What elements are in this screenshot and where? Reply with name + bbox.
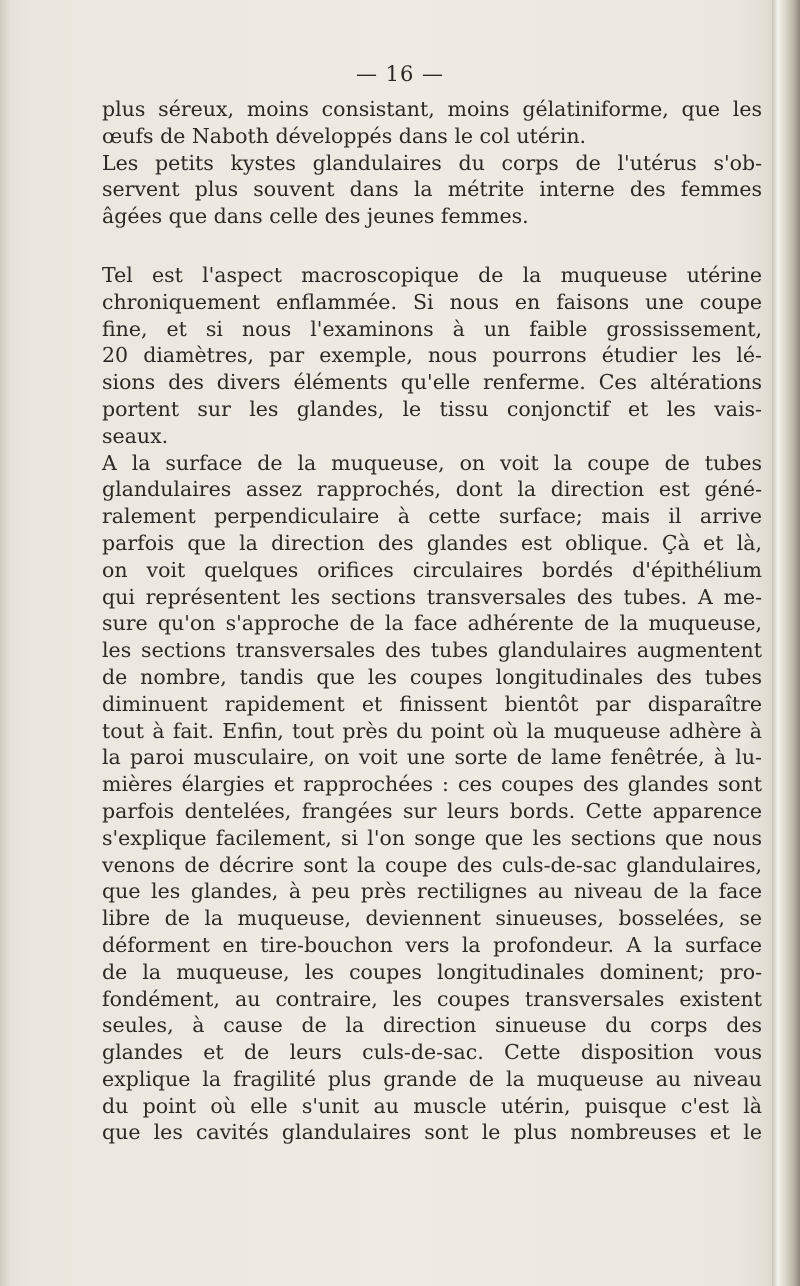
text-line: fine, et si nous l'examinons à un faible grossissement, — [102, 316, 762, 341]
text-line: A la surface de la muqueuse, on voit la coupe de tubes — [102, 450, 762, 475]
text-line: parfois dentelées, frangées sur leurs bords. Cette apparence — [102, 798, 762, 823]
text-line: mières élargies et rapprochées : ces coupes des glandes sont — [102, 772, 762, 797]
text-line: on voit quelques orifices circulaires bordés d'épithélium — [102, 557, 762, 582]
book-spine-edge — [772, 0, 800, 1286]
text-line: Tel est l'aspect macroscopique de la muqueuse utérine — [102, 262, 762, 287]
text-line: plus séreux, moins consistant, moins gélatiniforme, que les — [102, 97, 762, 121]
text-line: explique la fragilité plus grande de la muqueuse au niveau — [102, 1066, 762, 1091]
text-line: âgées que dans celle des jeunes femmes. — [102, 204, 529, 229]
text-line: sure qu'on s'approche de la face adhérente de la muqueuse, — [102, 611, 762, 636]
page-left-edge — [0, 0, 10, 1286]
text-line: fondément, au contraire, les coupes transversales existent — [102, 986, 762, 1011]
text-line: seules, à cause de la direction sinueuse du corps des — [102, 1013, 762, 1038]
paragraph — [102, 96, 762, 150]
paragraph — [102, 262, 762, 450]
text-line: ralement perpendiculaire à cette surface; mais il arrive — [102, 504, 762, 529]
paragraph — [102, 150, 762, 230]
text-line: du point où elle s'unit au muscle utérin, puisque c'est là — [102, 1093, 762, 1118]
paragraph — [102, 450, 762, 1147]
text-line: glandulaires assez rapprochés, dont la direction est géné- — [102, 477, 762, 502]
page-number: — 16 — — [355, 62, 445, 86]
text-line: de nombre, tandis que les coupes longitudinales des tubes — [102, 664, 762, 689]
text-line: diminuent rapidement et finissent bientôt par disparaître — [102, 691, 762, 716]
text-line: portent sur les glandes, le tissu conjonctif et les vais- — [102, 396, 762, 421]
text-line: œufs de Naboth développés dans le col utérin. — [102, 123, 587, 148]
text-line: 20 diamètres, par exemple, nous pourrons étudier les lé- — [102, 343, 762, 368]
text-line: la paroi musculaire, on voit une sorte de lame fenêtrée, à lu- — [102, 745, 762, 770]
text-line: tout à fait. Enfin, tout près du point où la muqueuse adhère à — [102, 718, 762, 743]
text-line: que les cavités glandulaires sont le plus nombreuses et le — [102, 1120, 762, 1145]
text-line: s'explique facilement, si l'on songe que les sections que nous — [102, 825, 762, 850]
text-line: servent plus souvent dans la métrite interne des femmes — [102, 177, 762, 202]
text-line: sions des divers éléments qu'elle renferme. Ces altérations — [102, 370, 762, 395]
text-line: chroniquement enflammée. Si nous en faisons une coupe — [102, 289, 762, 314]
text-line: que les glandes, à peu près rectilignes au niveau de la face — [102, 879, 762, 904]
text-line: glandes et de leurs culs-de-sac. Cette disposition vous — [102, 1040, 762, 1065]
text-line: de la muqueuse, les coupes longitudinales dominent; pro- — [102, 959, 762, 984]
text-line: Les petits kystes glandulaires du corps de l'utérus s'ob- — [102, 150, 762, 175]
text-line: déforment en tire-bouchon vers la profondeur. A la surface — [102, 932, 762, 957]
text-line: libre de la muqueuse, deviennent sinueuses, bosselées, se — [102, 906, 762, 931]
text-line: parfois que la direction des glandes est oblique. Çà et là, — [102, 530, 762, 555]
body-text — [102, 96, 762, 1146]
text-line: venons de décrire sont la coupe des culs-de-sac glandulaires, — [102, 852, 762, 877]
paragraph-gap — [102, 230, 762, 262]
text-line: qui représentent les sections transversales des tubes. A me- — [102, 584, 762, 609]
text-line: les sections transversales des tubes glandulaires augmentent — [102, 638, 762, 663]
text-line: seaux. — [102, 423, 169, 448]
